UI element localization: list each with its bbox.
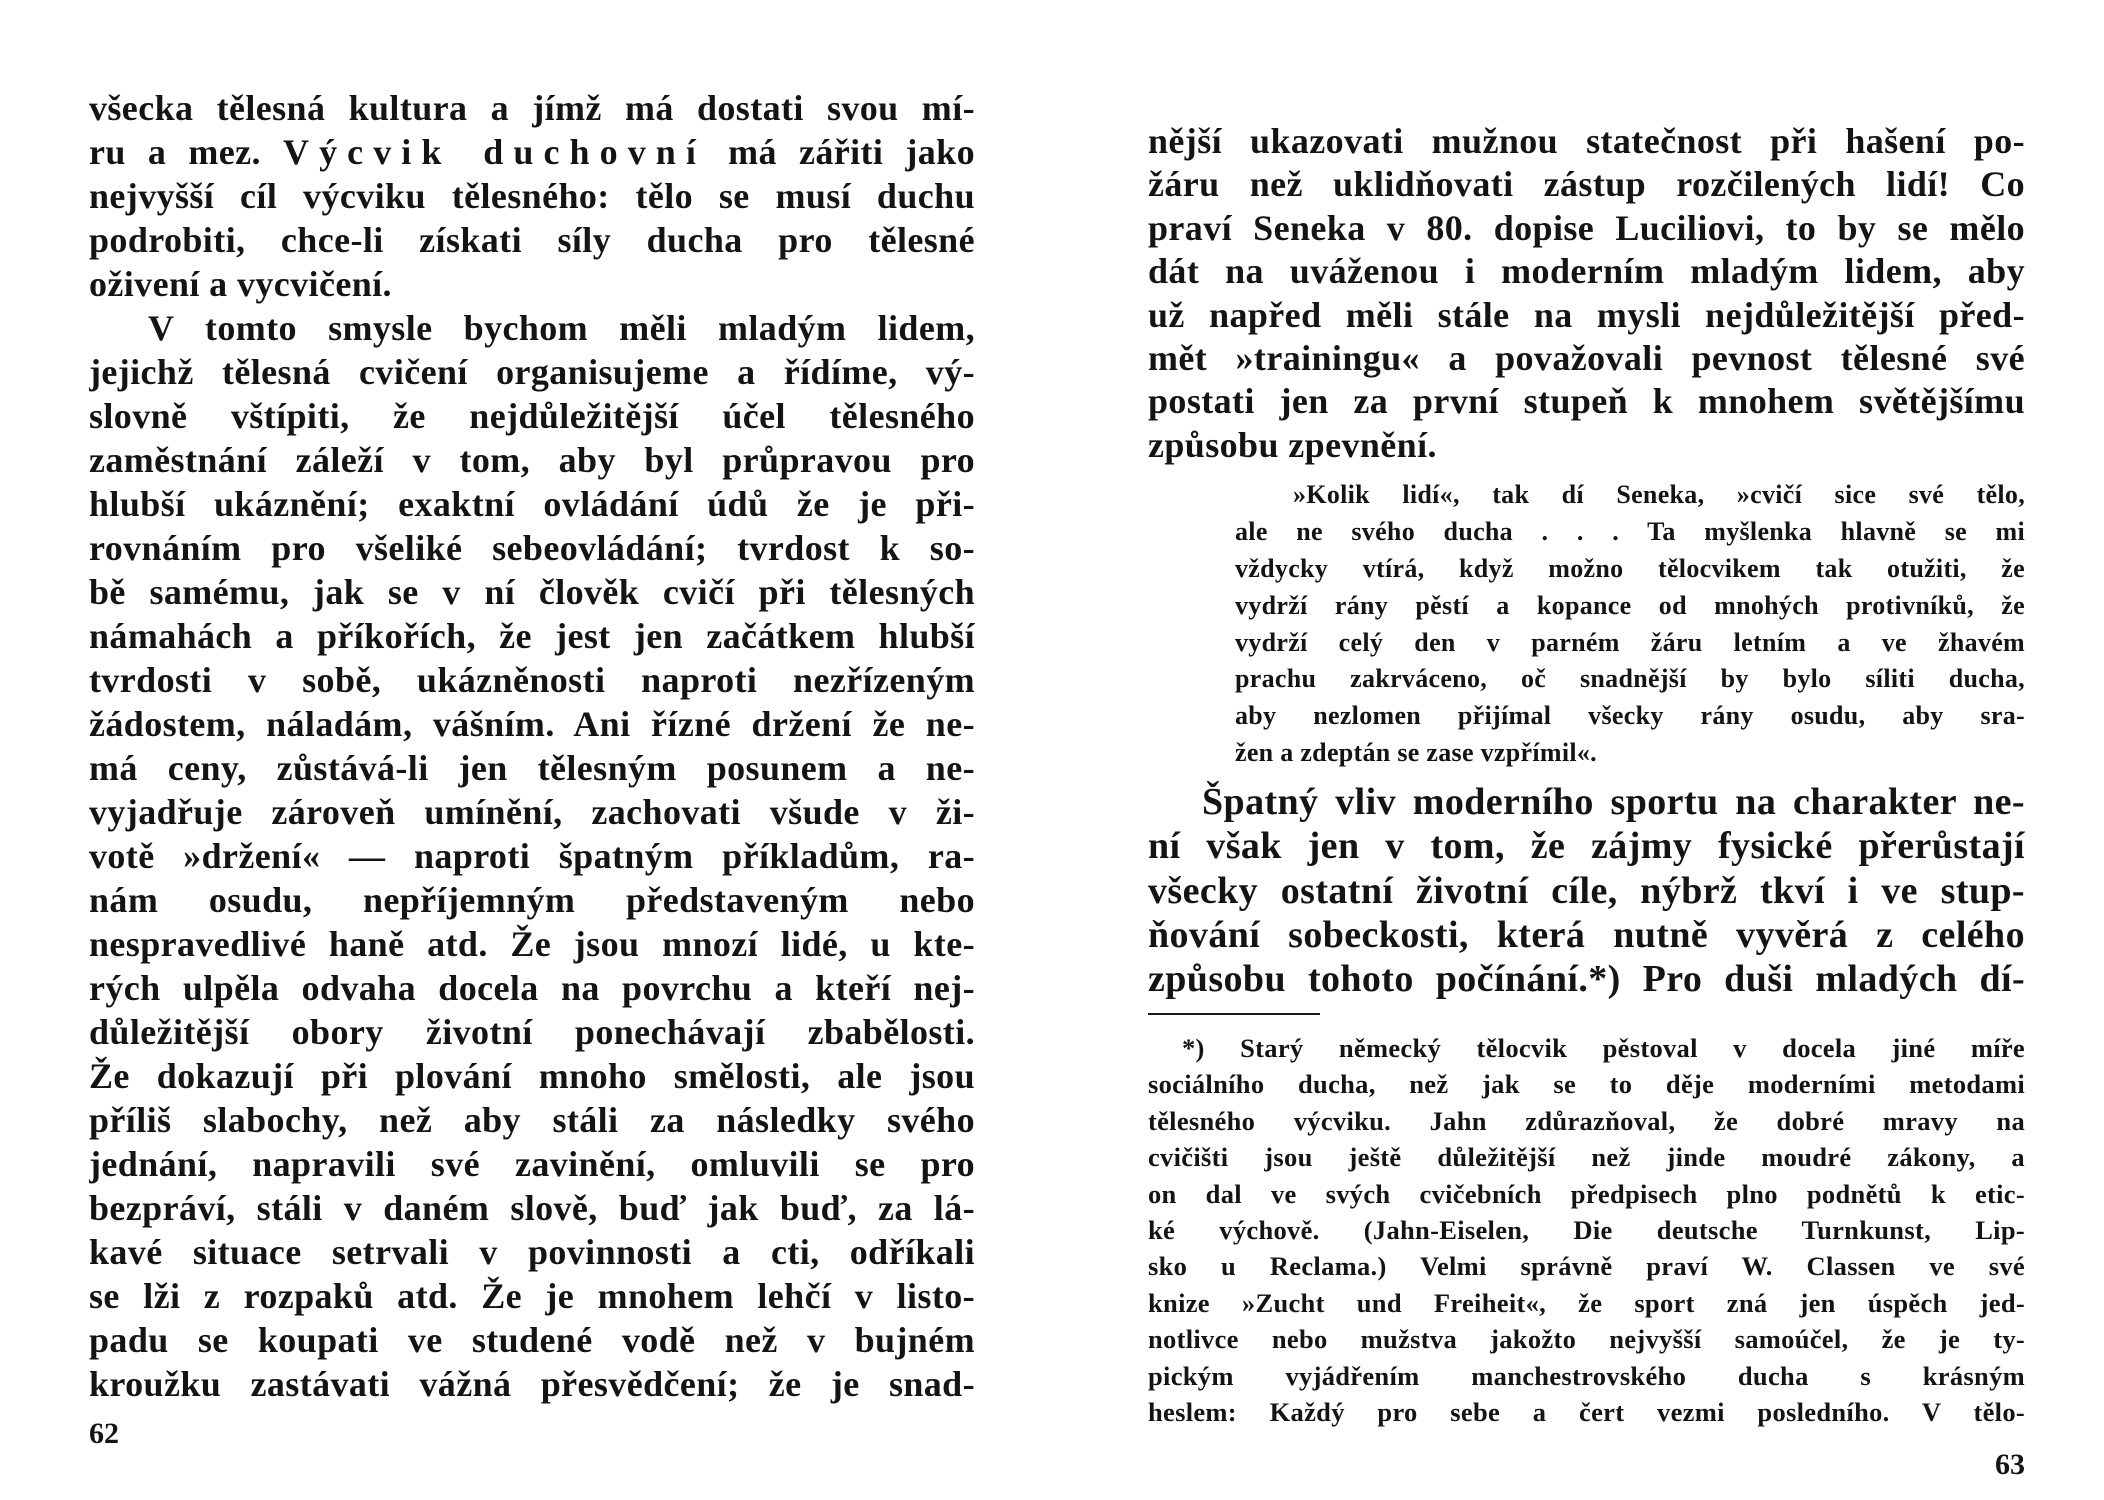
body-line: kroužku zastávati vážná přesvědčení; že je snad- (89, 1364, 975, 1404)
footnote-line: sociálního ducha, než jak se to děje moderními metodami (1148, 1069, 2025, 1100)
body-line: vyjadřuje zároveň umínění, zachovati všude v ži- (89, 792, 975, 832)
body-line: námahách a příkořích, že jest jen začátkem hlubší (89, 616, 975, 656)
quote-line: vždycky vtírá, když možno tělocvikem tak otužiti, že (1235, 553, 2025, 583)
footnote-line: ké výchově. (Jahn-Eiselen, Die deutsche Turnkunst, Lip- (1148, 1214, 2025, 1245)
body-line: bezpráví, stáli v daném slově, buď jak buď, za lá- (89, 1188, 975, 1228)
body-line: mět »trainingu« a považovali pevnost tělesné své (1148, 337, 2025, 378)
body-line: způsobu tohoto počínání.*) Pro duši mladých dí- (1148, 958, 2025, 1001)
quote-line: »Kolik lidí«, tak dí Seneka, »cvičí sice své tělo, (1293, 480, 2025, 509)
footnote-line: pickým vyjádřením manchestrovského ducha s krásným (1148, 1360, 2025, 1391)
body-line-part: ru a mez. (89, 132, 284, 172)
body-line: postati jen za první stupeň k mnohem světějšímu (1148, 381, 2025, 422)
footnote-rule (1148, 1013, 1320, 1015)
page-number: 63 (1995, 1448, 2025, 1481)
body-line: už napřed měli stále na mysli nejdůležitější před- (1148, 294, 2025, 335)
body-line: zaměstnání záleží v tom, aby byl průpravou pro (89, 440, 975, 480)
quote-line: žen a zdeptán se zase vzpřímil«. (1235, 738, 1597, 768)
body-line (89, 130, 975, 174)
body-line: kavé situace setrvali v povinnosti a cti, odříkali (89, 1232, 975, 1272)
quote-line: aby nezlomen přijímal všecky rány osudu, aby sra- (1235, 701, 2025, 731)
right-page-body-top (1148, 120, 2025, 467)
footnote-line: knize »Zucht und Freiheit«, že sport zná jen úspěch jed- (1148, 1287, 2025, 1318)
quote-line: vydrží celý den v parném žáru letním a ve žhavém (1235, 627, 2025, 657)
body-line: způsobu zpevnění. (1148, 424, 1437, 465)
body-line: příliš slabochy, než aby stáli za následky svého (89, 1100, 975, 1140)
body-line: votě »držení« — naproti špatným příkladům, ra- (89, 836, 975, 876)
page-number: 62 (89, 1417, 119, 1450)
body-line: V tomto smysle bychom měli mladým lidem, (148, 308, 975, 348)
body-line: nespravedlivé haně atd. Že jsou mnozí lidé, u kte- (89, 924, 975, 964)
spaced-emphasis: Výcvik duchovní (283, 132, 706, 172)
body-line: Špatný vliv moderního sportu na charakter ne- (1202, 781, 2025, 823)
body-line: podrobiti, chce-li získati síly ducha pro tělesné (89, 220, 975, 260)
body-line: ňování sobeckosti, která nutně vyvěrá z celého (1148, 913, 2025, 956)
right-page-body-bottom (1148, 780, 2025, 1001)
body-line: jejichž tělesná cvičení organisujeme a řídíme, vý- (89, 352, 975, 392)
quote-line: vydrží rány pěstí a kopance od mnohých protivníků, že (1235, 590, 2025, 620)
footnote-line: tělesného výcviku. Jahn zdůrazňoval, že dobré mravy na (1148, 1105, 2025, 1136)
body-line: bě samému, jak se v ní člověk cvičí při tělesných (89, 572, 975, 612)
body-line: dát na uváženou i moderním mladým lidem, aby (1148, 251, 2025, 292)
body-line: nejvyšší cíl výcviku tělesného: tělo se musí duchu (89, 176, 975, 216)
body-line: se lži z rozpaků atd. Že je mnohem lehčí v listo- (89, 1276, 975, 1316)
body-line: nám osudu, nepříjemným představeným nebo (89, 880, 975, 920)
body-line: rých ulpěla odvaha docela na povrchu a kteří nej- (89, 968, 975, 1008)
body-line: žáru než uklidňovati zástup rozčilených lidí! Co (1148, 164, 2025, 205)
footnote-line: notlivce nebo mužstva jakožto nejvyšší samoúčel, že je ty- (1148, 1324, 2025, 1355)
body-line: oživení a vycvičení. (89, 264, 392, 304)
quote-line: ale ne svého ducha . . . Ta myšlenka hlavně se mi (1235, 516, 2025, 546)
body-line-part: má zářiti jako (705, 132, 975, 172)
footnote-line: heslem: Každý pro sebe a čert vezmi posledního. V tělo- (1148, 1396, 2025, 1427)
body-line: všecky ostatní životní cíle, nýbrž tkví i ve stup- (1148, 869, 2025, 912)
left-page-body (89, 86, 975, 1406)
body-line: hlubší ukáznění; exaktní ovládání údů že je při- (89, 484, 975, 524)
body-line: tvrdosti v sobě, ukázněnosti naproti nezřízeným (89, 660, 975, 700)
body-line: padu se koupati ve studené vodě než v bujném (89, 1320, 975, 1360)
body-line: žádostem, náladám, vášním. Ani řízné držení že ne- (89, 704, 975, 744)
body-line: nější ukazovati mužnou statečnost při hašení po- (1148, 121, 2025, 161)
footnote-line: sko u Reclama.) Velmi správně praví W. Classen ve své (1148, 1251, 2025, 1282)
body-line: důležitější obory životní ponechávají zbabělosti. (89, 1012, 975, 1052)
footnote-line: *) Starý německý tělocvik pěstoval v docela jiné míře (1182, 1033, 2025, 1063)
body-line: slovně vštípiti, že nejdůležitější účel tělesného (89, 396, 975, 436)
body-line: má ceny, zůstává-li jen tělesným posunem a ne- (89, 748, 975, 788)
body-line: praví Seneka v 80. dopise Luciliovi, to by se mělo (1148, 207, 2025, 248)
body-line: ní však jen v tom, že zájmy fysické přerůstají (1148, 825, 2025, 868)
body-line: rovnáním pro všeliké sebeovládání; tvrdost k so- (89, 528, 975, 568)
body-line: všecka tělesná kultura a jímž má dostati svou mí- (89, 88, 975, 128)
body-line: Že dokazují při plování mnoho smělosti, ale jsou (89, 1056, 975, 1096)
footnote-line: on dal ve svých cvičebních předpisech plno podnětů k etic- (1148, 1178, 2025, 1209)
block-quote (1235, 477, 2025, 772)
footnote-line: cvičišti jsou ještě důležitější než jinde moudré zákony, a (1148, 1142, 2025, 1173)
quote-line: prachu zakrváceno, oč snadnější by bylo síliti ducha, (1235, 664, 2025, 694)
body-line: jednání, napravili své zavinění, omluvili se pro (89, 1144, 975, 1184)
footnote (1148, 1030, 2025, 1430)
